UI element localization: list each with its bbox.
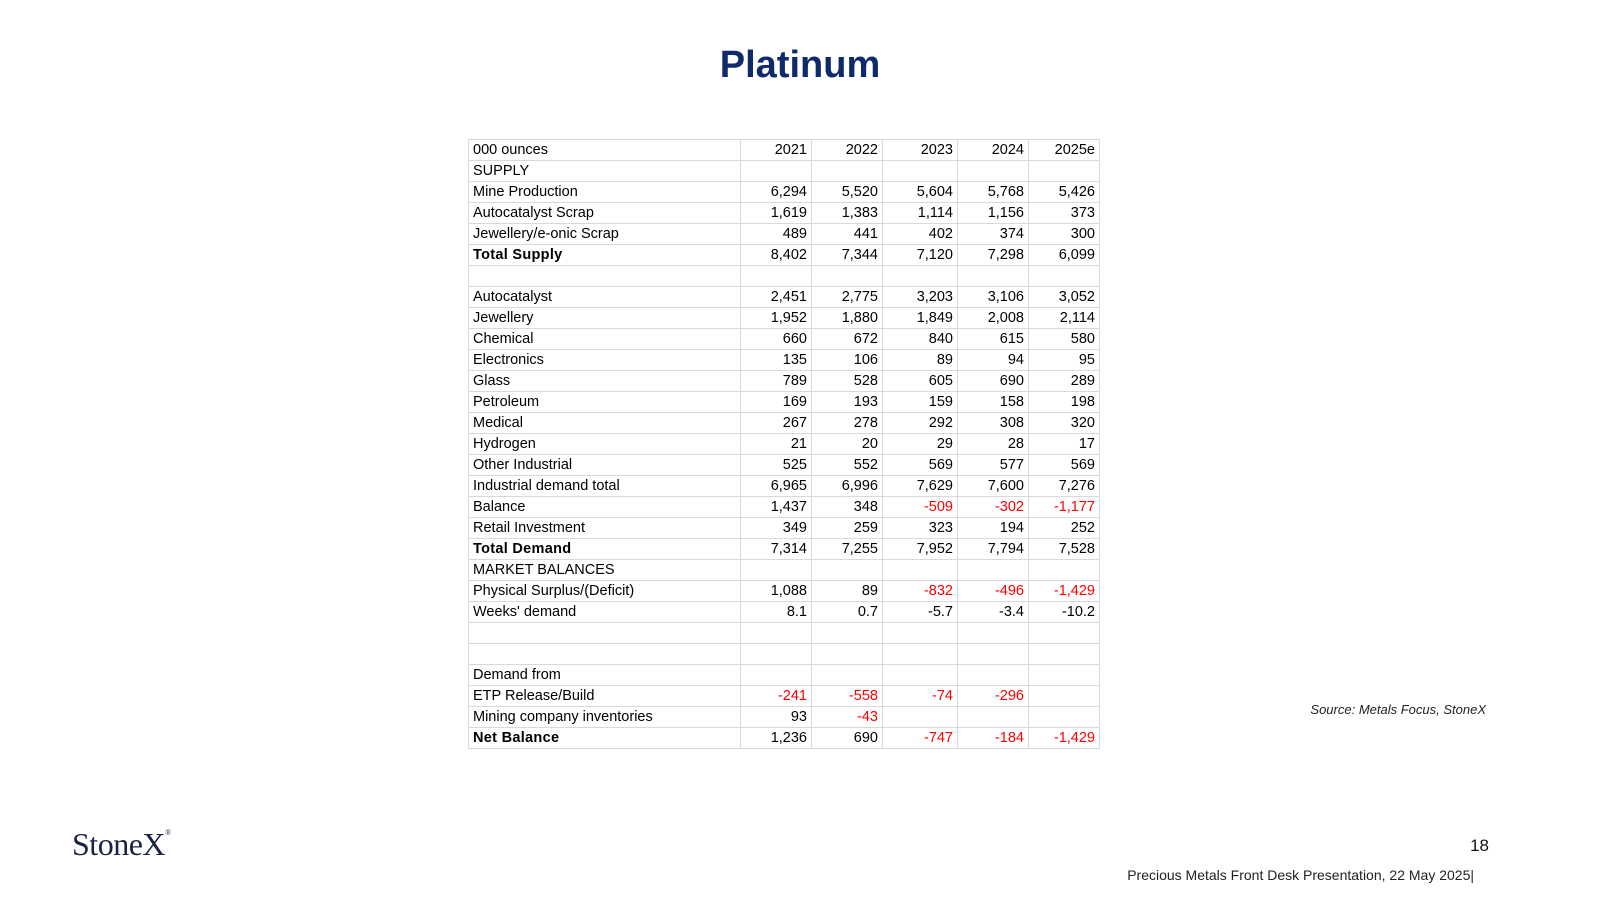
table-cell: 1,383 — [812, 203, 883, 224]
table-cell: 1,114 — [883, 203, 958, 224]
table-cell: 348 — [812, 497, 883, 518]
table-cell — [741, 266, 812, 287]
table-cell — [883, 623, 958, 644]
table-cell: 5,768 — [958, 182, 1029, 203]
table-cell — [741, 623, 812, 644]
table-cell: 789 — [741, 371, 812, 392]
table-cell: 7,629 — [883, 476, 958, 497]
table-cell: 278 — [812, 413, 883, 434]
table-cell — [1029, 623, 1100, 644]
table-cell: 7,298 — [958, 245, 1029, 266]
table-cell: 615 — [958, 329, 1029, 350]
table-row — [469, 539, 1100, 560]
table-cell: 193 — [812, 392, 883, 413]
table-row — [469, 266, 1100, 287]
header-year: 2023 — [883, 140, 958, 161]
table-cell: 552 — [812, 455, 883, 476]
table-cell — [883, 644, 958, 665]
table-cell: -296 — [958, 686, 1029, 707]
table-row — [469, 203, 1100, 224]
row-label: SUPPLY — [469, 161, 741, 182]
table-cell: -509 — [883, 497, 958, 518]
table-cell — [741, 644, 812, 665]
table-row — [469, 413, 1100, 434]
table-cell: 158 — [958, 392, 1029, 413]
logo-text: StoneX — [72, 826, 165, 862]
row-label: Other Industrial — [469, 455, 741, 476]
table-cell: 289 — [1029, 371, 1100, 392]
table-cell: -43 — [812, 707, 883, 728]
table-cell — [812, 266, 883, 287]
row-label: Medical — [469, 413, 741, 434]
table-row — [469, 308, 1100, 329]
row-label: Net Balance — [469, 728, 741, 749]
table-cell: 323 — [883, 518, 958, 539]
header-year: 2022 — [812, 140, 883, 161]
table-cell: 320 — [1029, 413, 1100, 434]
table-cell: 308 — [958, 413, 1029, 434]
table-cell: 1,619 — [741, 203, 812, 224]
table-cell — [812, 644, 883, 665]
table-cell: 5,520 — [812, 182, 883, 203]
table-cell — [1029, 560, 1100, 581]
row-label: Autocatalyst Scrap — [469, 203, 741, 224]
table-cell: 106 — [812, 350, 883, 371]
table-cell: -1,429 — [1029, 728, 1100, 749]
table-cell — [1029, 686, 1100, 707]
table-row — [469, 623, 1100, 644]
table-cell: -74 — [883, 686, 958, 707]
table-cell: 7,600 — [958, 476, 1029, 497]
table-cell: 1,952 — [741, 308, 812, 329]
table-cell: -747 — [883, 728, 958, 749]
table-cell: 252 — [1029, 518, 1100, 539]
row-label: Jewellery — [469, 308, 741, 329]
header-year: 2024 — [958, 140, 1029, 161]
table-row — [469, 245, 1100, 266]
table-cell: 89 — [812, 581, 883, 602]
page-number: 18 — [1470, 836, 1489, 855]
table-cell — [812, 560, 883, 581]
table-cell: -3.4 — [958, 602, 1029, 623]
table-row — [469, 476, 1100, 497]
table-cell: 29 — [883, 434, 958, 455]
table-cell — [883, 161, 958, 182]
table-cell: 569 — [883, 455, 958, 476]
table-cell — [958, 644, 1029, 665]
header-year: 2021 — [741, 140, 812, 161]
table-cell: -1,429 — [1029, 581, 1100, 602]
table-cell: -558 — [812, 686, 883, 707]
table-cell: 198 — [1029, 392, 1100, 413]
table-cell: 8.1 — [741, 602, 812, 623]
table-cell: -496 — [958, 581, 1029, 602]
table-cell: 194 — [958, 518, 1029, 539]
table-cell: 0.7 — [812, 602, 883, 623]
table-cell — [958, 707, 1029, 728]
table-cell: 17 — [1029, 434, 1100, 455]
table-cell: 1,156 — [958, 203, 1029, 224]
table-cell: 7,794 — [958, 539, 1029, 560]
table-cell: 569 — [1029, 455, 1100, 476]
table-row — [469, 329, 1100, 350]
row-label: Hydrogen — [469, 434, 741, 455]
source-note: Source: Metals Focus, StoneX — [1310, 702, 1486, 717]
table-cell: 95 — [1029, 350, 1100, 371]
table-cell: -832 — [883, 581, 958, 602]
table-cell — [741, 665, 812, 686]
table-row — [469, 392, 1100, 413]
table-row — [469, 161, 1100, 182]
table-cell: 7,255 — [812, 539, 883, 560]
table-cell: 7,952 — [883, 539, 958, 560]
table-cell: 1,849 — [883, 308, 958, 329]
table-cell: 159 — [883, 392, 958, 413]
table-cell: 7,314 — [741, 539, 812, 560]
table-cell: 300 — [1029, 224, 1100, 245]
table-cell: 525 — [741, 455, 812, 476]
table-cell: 580 — [1029, 329, 1100, 350]
table-cell: 7,528 — [1029, 539, 1100, 560]
table-cell — [741, 161, 812, 182]
table-cell: 660 — [741, 329, 812, 350]
table-cell — [1029, 665, 1100, 686]
table-row — [469, 665, 1100, 686]
row-label: Demand from — [469, 665, 741, 686]
table-row — [469, 350, 1100, 371]
table-row — [469, 182, 1100, 203]
table-cell — [958, 560, 1029, 581]
table-cell: 1,236 — [741, 728, 812, 749]
table-cell: 7,120 — [883, 245, 958, 266]
table-cell: 6,294 — [741, 182, 812, 203]
table-cell: 7,276 — [1029, 476, 1100, 497]
table-cell: 441 — [812, 224, 883, 245]
table-cell: 5,426 — [1029, 182, 1100, 203]
stonex-logo — [72, 826, 171, 863]
table-cell: 3,052 — [1029, 287, 1100, 308]
row-label: Jewellery/e-onic Scrap — [469, 224, 741, 245]
row-label: Total Supply — [469, 245, 741, 266]
registered-mark: ® — [165, 828, 171, 838]
row-label: Glass — [469, 371, 741, 392]
table-cell: -302 — [958, 497, 1029, 518]
row-label: Mine Production — [469, 182, 741, 203]
table-row — [469, 728, 1100, 749]
table-cell — [883, 560, 958, 581]
table-cell: -5.7 — [883, 602, 958, 623]
table-cell: 2,775 — [812, 287, 883, 308]
row-label: Industrial demand total — [469, 476, 741, 497]
table-cell: 349 — [741, 518, 812, 539]
table-cell: 6,099 — [1029, 245, 1100, 266]
table-row — [469, 707, 1100, 728]
table-cell — [741, 560, 812, 581]
table-row — [469, 518, 1100, 539]
table-header-row — [469, 140, 1100, 161]
table-cell: 1,437 — [741, 497, 812, 518]
table-cell — [883, 266, 958, 287]
table-cell: 374 — [958, 224, 1029, 245]
table-row — [469, 602, 1100, 623]
table-cell — [958, 665, 1029, 686]
page-title: Platinum — [719, 44, 881, 86]
row-label — [469, 623, 741, 644]
table-row — [469, 434, 1100, 455]
row-label: ETP Release/Build — [469, 686, 741, 707]
platinum-balance-table — [468, 139, 1100, 749]
table-cell: 672 — [812, 329, 883, 350]
table-cell: 840 — [883, 329, 958, 350]
footer-text: Precious Metals Front Desk Presentation, 22 May 2025| — [1127, 867, 1474, 883]
row-label: MARKET BALANCES — [469, 560, 741, 581]
table-cell — [883, 707, 958, 728]
table-cell — [1029, 161, 1100, 182]
table-cell: 292 — [883, 413, 958, 434]
table-cell: 89 — [883, 350, 958, 371]
table-row — [469, 371, 1100, 392]
table-cell: 690 — [812, 728, 883, 749]
table-cell: 2,008 — [958, 308, 1029, 329]
table-row — [469, 581, 1100, 602]
table-cell — [883, 665, 958, 686]
row-label: Autocatalyst — [469, 287, 741, 308]
row-label: Total Demand — [469, 539, 741, 560]
row-label: Balance — [469, 497, 741, 518]
table-cell: 267 — [741, 413, 812, 434]
table-cell — [812, 623, 883, 644]
table-cell: 528 — [812, 371, 883, 392]
table-cell: 605 — [883, 371, 958, 392]
table-row — [469, 560, 1100, 581]
table-cell: 690 — [958, 371, 1029, 392]
table-cell: 8,402 — [741, 245, 812, 266]
row-label: Petroleum — [469, 392, 741, 413]
header-label: 000 ounces — [469, 140, 741, 161]
table-cell: 259 — [812, 518, 883, 539]
table-cell: -184 — [958, 728, 1029, 749]
table-cell: 135 — [741, 350, 812, 371]
table-cell — [958, 623, 1029, 644]
table-row — [469, 224, 1100, 245]
table-cell: 5,604 — [883, 182, 958, 203]
table-cell — [958, 266, 1029, 287]
table-cell: 20 — [812, 434, 883, 455]
table-cell: 169 — [741, 392, 812, 413]
table-cell: 1,880 — [812, 308, 883, 329]
table-row — [469, 455, 1100, 476]
table-row — [469, 686, 1100, 707]
table-cell: 2,451 — [741, 287, 812, 308]
row-label: Retail Investment — [469, 518, 741, 539]
row-label — [469, 266, 741, 287]
table-cell: 3,203 — [883, 287, 958, 308]
table-cell: 7,344 — [812, 245, 883, 266]
table-cell: 21 — [741, 434, 812, 455]
table-cell — [958, 161, 1029, 182]
table-cell — [812, 161, 883, 182]
row-label: Physical Surplus/(Deficit) — [469, 581, 741, 602]
table-cell: -1,177 — [1029, 497, 1100, 518]
table-cell: 3,106 — [958, 287, 1029, 308]
table-cell: 373 — [1029, 203, 1100, 224]
table-cell: 402 — [883, 224, 958, 245]
table-cell: 489 — [741, 224, 812, 245]
table-cell: 6,996 — [812, 476, 883, 497]
table-cell — [1029, 644, 1100, 665]
table-cell: 1,088 — [741, 581, 812, 602]
row-label: Weeks' demand — [469, 602, 741, 623]
table-cell: -241 — [741, 686, 812, 707]
table-cell: 6,965 — [741, 476, 812, 497]
row-label: Mining company inventories — [469, 707, 741, 728]
row-label — [469, 644, 741, 665]
header-year: 2025e — [1029, 140, 1100, 161]
table-cell — [1029, 266, 1100, 287]
table-row — [469, 644, 1100, 665]
table-row — [469, 497, 1100, 518]
table-cell: 93 — [741, 707, 812, 728]
table-cell: 28 — [958, 434, 1029, 455]
table-cell: 2,114 — [1029, 308, 1100, 329]
table-cell: -10.2 — [1029, 602, 1100, 623]
table-cell: 577 — [958, 455, 1029, 476]
table-cell — [812, 665, 883, 686]
table-row — [469, 287, 1100, 308]
row-label: Chemical — [469, 329, 741, 350]
table-cell: 94 — [958, 350, 1029, 371]
row-label: Electronics — [469, 350, 741, 371]
table-cell — [1029, 707, 1100, 728]
